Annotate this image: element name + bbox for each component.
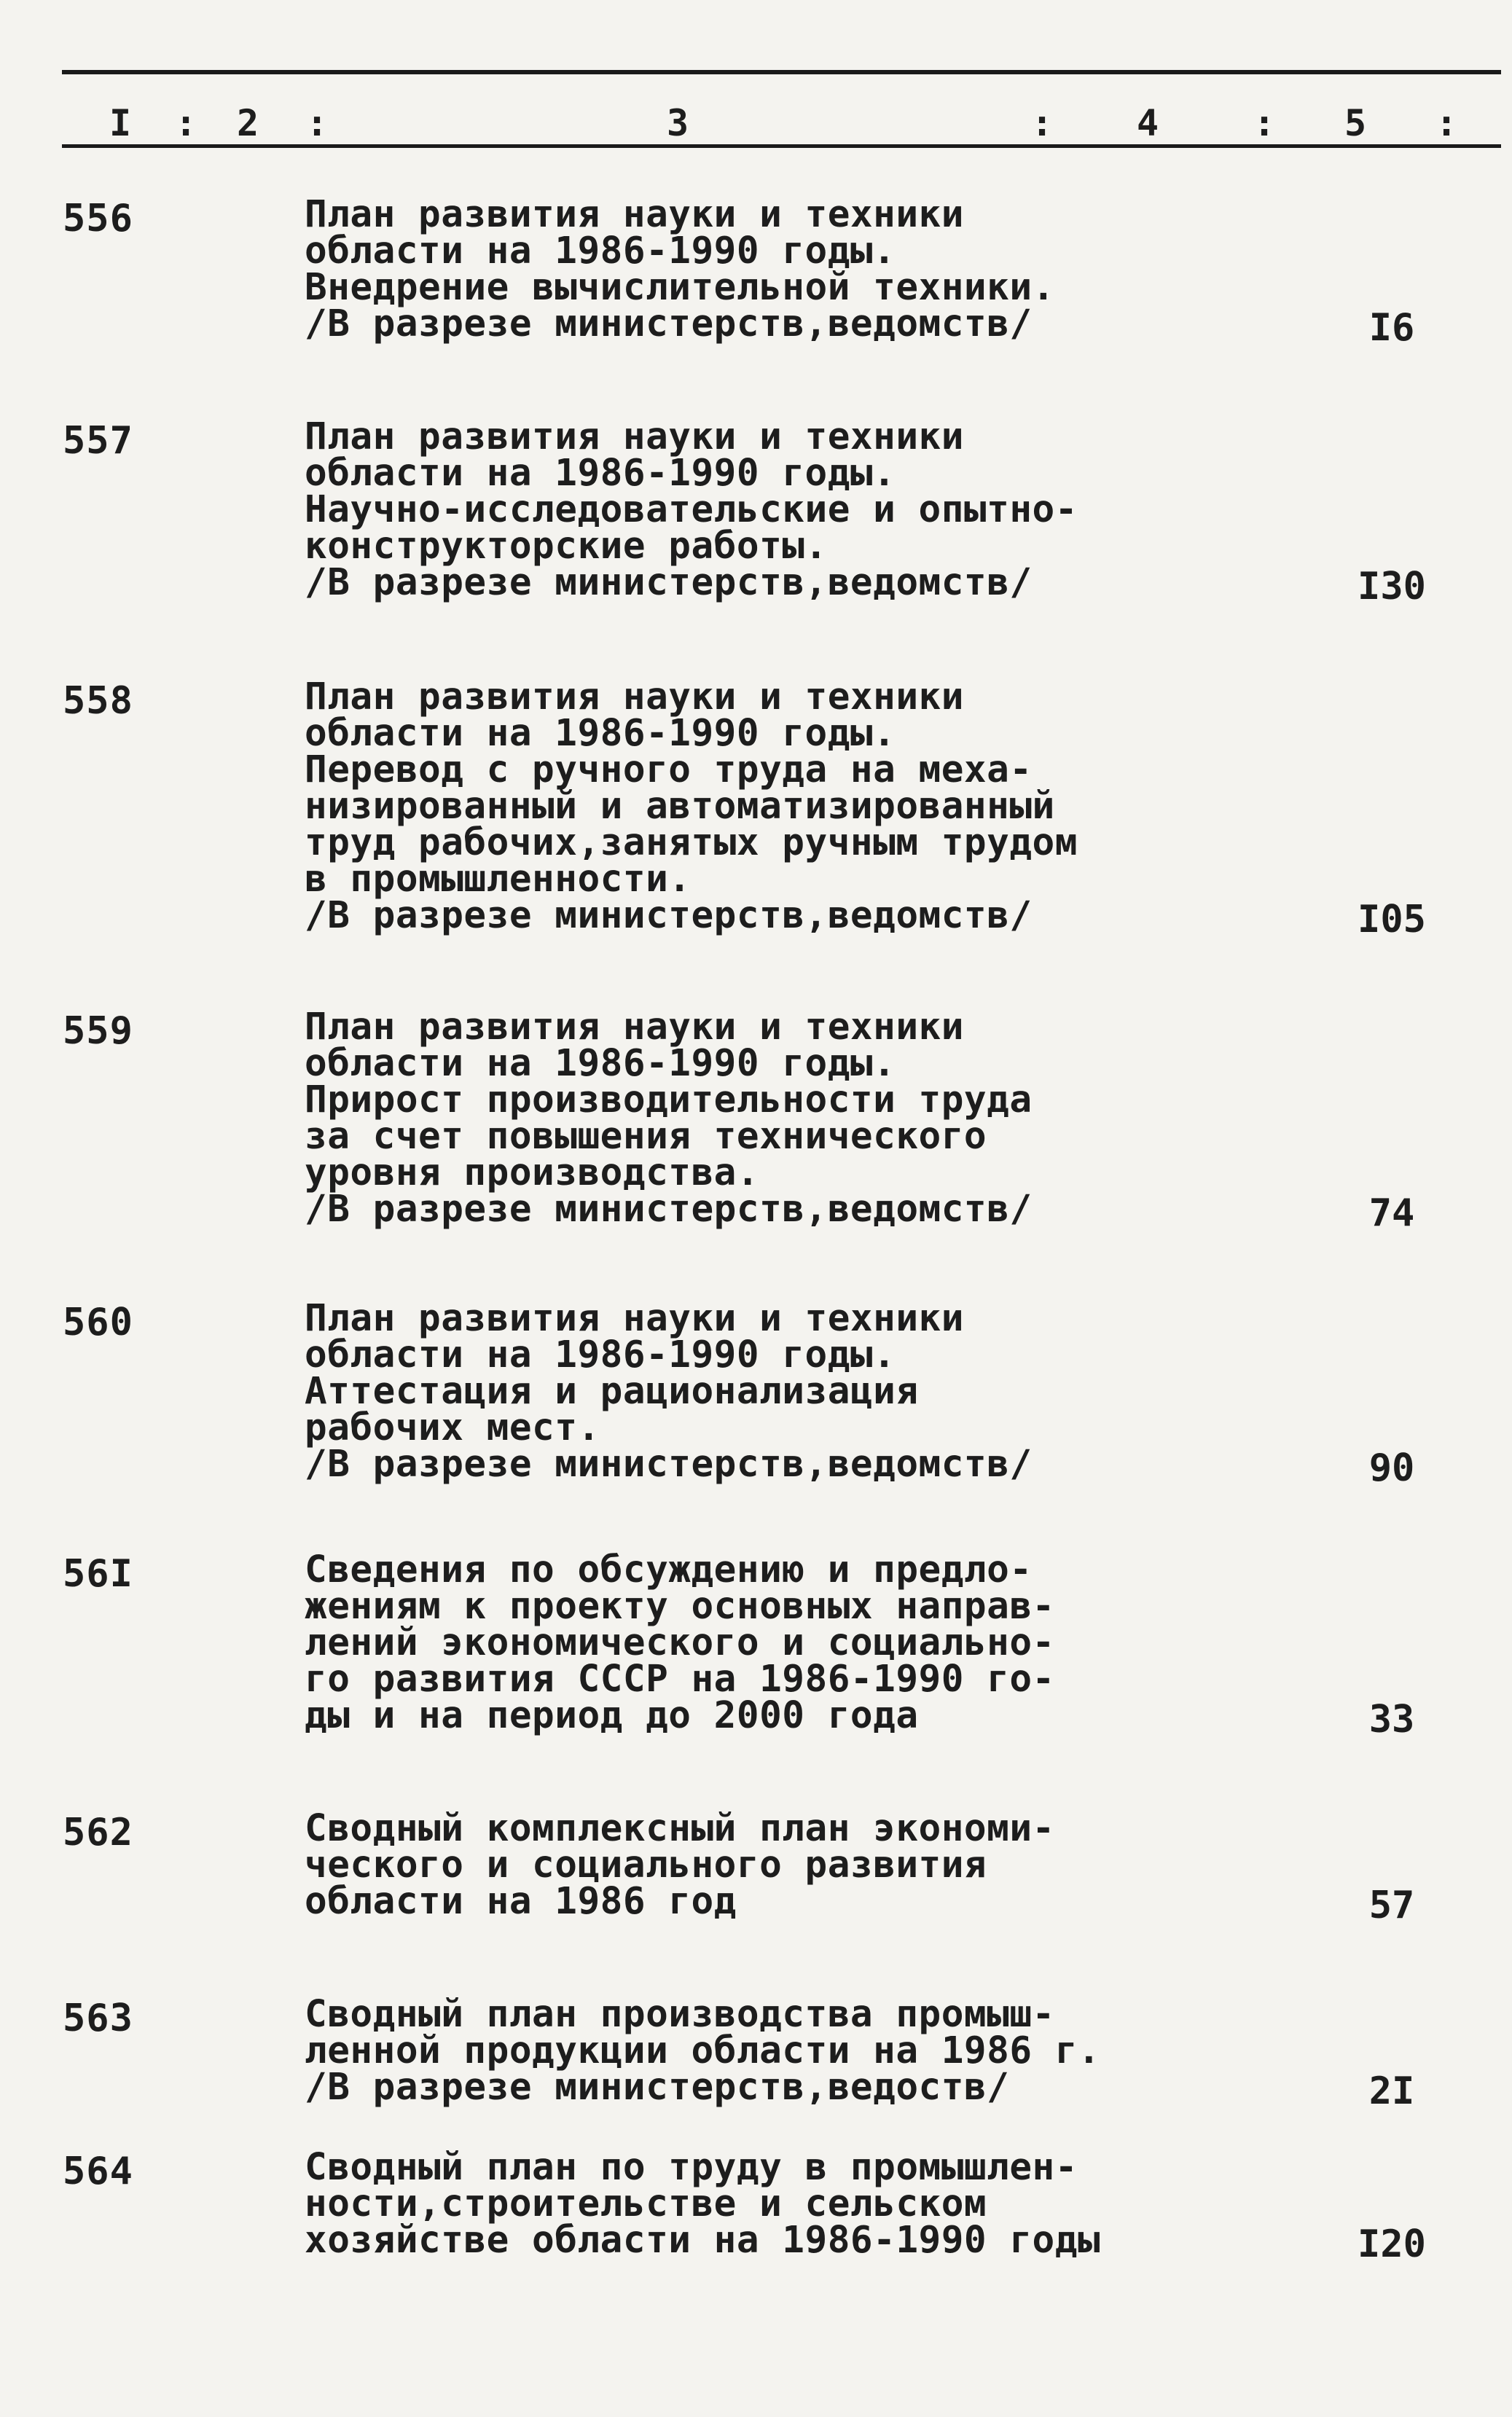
header-top-rule <box>62 70 1501 74</box>
entry-title-line: лений экономического и социально- <box>305 1621 1055 1664</box>
entry-title-line: /В разрезе министерств,ведомств/ <box>305 894 1033 937</box>
entry-title-line: ности,строительстве и сельском <box>305 2182 987 2225</box>
entry-title-line: жениям к проекту основных направ- <box>305 1585 1055 1628</box>
entry-title-line: хозяйстве области на 1986-1990 годы <box>305 2219 1101 2262</box>
entry-title-line: низированный и автоматизированный <box>305 785 1055 828</box>
entry-sheet-count: 33 <box>1368 1698 1415 1742</box>
header-bottom-rule <box>62 144 1501 148</box>
entry-number: 558 <box>63 679 133 723</box>
entry-title <box>305 1993 1143 2109</box>
entry-sheet-count: 2I <box>1368 2069 1415 2113</box>
entry-number: 56I <box>63 1552 133 1596</box>
entry-title-line: /В разрезе министерств,ведомств/ <box>305 561 1033 604</box>
entry-title-line: за счет повышения технического <box>305 1115 987 1158</box>
entry-title-line: План развития науки и техники <box>305 415 964 458</box>
entry-title-line: Сводный план по труду в промышлен- <box>305 2146 1078 2189</box>
entry-title-line: План развития науки и техники <box>305 193 964 236</box>
entry-title-line: /В разрезе министерств,ведомств/ <box>305 1188 1033 1231</box>
column-header-3: 3 <box>667 102 689 144</box>
entry-title-line: Сведения по обсуждению и предло- <box>305 1548 1033 1591</box>
column-separator: : <box>175 102 197 144</box>
entry-title-line: го развития СССР на 1986-1990 го- <box>305 1658 1055 1701</box>
entry-title-line: области на 1986-1990 годы. <box>305 1333 896 1376</box>
entry-title <box>305 2146 1143 2262</box>
entry-title-line: ческого и социального развития <box>305 1844 987 1887</box>
column-separator: : <box>1435 102 1458 144</box>
entry-title-line: ды и на период до 2000 года <box>305 1694 919 1737</box>
entry-number: 557 <box>63 419 133 463</box>
entry-title-line: Аттестация и рационализация <box>305 1370 919 1413</box>
entry-title-line: труд рабочих,занятых ручным трудом <box>305 821 1078 864</box>
entry-title-line: Сводный план производства промыш- <box>305 1993 1055 2036</box>
entry-title <box>305 1807 1143 1923</box>
entry-title-line: ленной продукции области на 1986 г. <box>305 2029 1101 2072</box>
entry-sheet-count: 57 <box>1368 1884 1415 1927</box>
entry-title-line: в промышленности. <box>305 858 692 901</box>
entry-sheet-count: I05 <box>1358 898 1426 941</box>
entry-title <box>305 675 1143 937</box>
entry-title <box>305 1548 1143 1737</box>
entry-title-line: /В разрезе министерств,ведоств/ <box>305 2066 1010 2109</box>
entry-title-line: рабочих мест. <box>305 1406 600 1449</box>
entry-title <box>305 193 1143 345</box>
entry-title-line: уровня производства. <box>305 1151 760 1194</box>
entry-title-line: конструкторские работы. <box>305 525 828 568</box>
entry-title <box>305 415 1143 604</box>
entry-title <box>305 1006 1143 1231</box>
entry-title-line: Сводный комплексный план экономи- <box>305 1807 1055 1850</box>
entry-number: 556 <box>63 197 133 240</box>
entry-title-line: Перевод с ручного труда на меха- <box>305 748 1033 791</box>
entry-title-line: /В разрезе министерств,ведомств/ <box>305 1443 1033 1486</box>
entry-title-line: Прирост производительности труда <box>305 1078 1033 1121</box>
column-separator: : <box>306 102 329 144</box>
entry-title-line: Научно-исследовательские и опытно- <box>305 488 1078 531</box>
column-separator: : <box>1031 102 1054 144</box>
entry-title-line: области на 1986-1990 годы. <box>305 712 896 755</box>
entry-title-line: области на 1986-1990 годы. <box>305 452 896 495</box>
entry-number: 559 <box>63 1009 133 1053</box>
entry-title-line: Внедрение вычислительной техники. <box>305 266 1055 309</box>
entry-sheet-count: 74 <box>1368 1191 1415 1235</box>
column-header-2: 2 <box>237 102 259 144</box>
entry-title-line: области на 1986-1990 годы. <box>305 1042 896 1085</box>
column-header-4: 4 <box>1137 102 1159 144</box>
entry-title-line: области на 1986 год <box>305 1880 737 1923</box>
entry-title-line: План развития науки и техники <box>305 1006 964 1049</box>
entry-sheet-count: 90 <box>1368 1446 1415 1490</box>
entry-number: 560 <box>63 1301 133 1344</box>
entry-title-line: План развития науки и техники <box>305 1297 964 1340</box>
entry-sheet-count: I6 <box>1368 306 1415 350</box>
entry-title-line: области на 1986-1990 годы. <box>305 230 896 273</box>
column-header-row <box>0 102 1512 144</box>
entry-title <box>305 1297 1143 1486</box>
entry-sheet-count: I30 <box>1358 565 1426 608</box>
column-header-5: 5 <box>1344 102 1367 144</box>
entry-title-line: План развития науки и техники <box>305 675 964 718</box>
entry-sheet-count: I20 <box>1358 2222 1426 2266</box>
entry-title-line: /В разрезе министерств,ведомств/ <box>305 302 1033 345</box>
column-separator: : <box>1253 102 1276 144</box>
entry-number: 562 <box>63 1811 133 1854</box>
entry-number: 563 <box>63 1997 133 2040</box>
entry-number: 564 <box>63 2150 133 2193</box>
column-header-1: I <box>109 102 132 144</box>
